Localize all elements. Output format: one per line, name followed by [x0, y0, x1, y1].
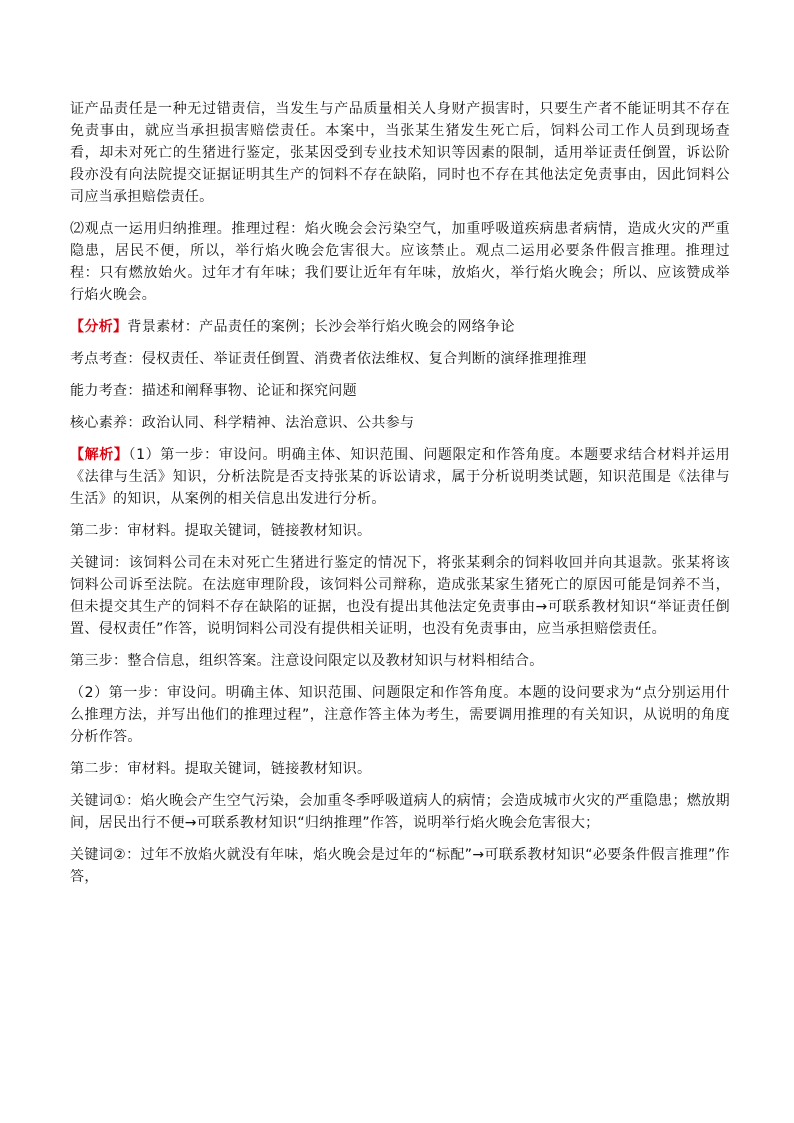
paragraph-product-liability: 证产品责任是一种无过错责信，当发生与产品质量相关人身财产损害时，只要生产者不能证明其不存在免责事由，就应当承担损害赔偿责任。本案中，当张某生猪发生死亡后，饲料公司工作人员到现场查看，却未对死亡的生猪进行鉴定，张某因受到专业技术知识等因素的限制，适用举证责任倒置，诉讼阶段亦没有向法院提交证据证明其生产的饲料不存在缺陷，同时也不存在其他法定免责事由，因此饲料公司应当承担赔偿责任。: [70, 101, 730, 205]
paragraph-step3: 第三步：整合信息，组织答案。注意设问限定以及教材知识与材料相结合。: [70, 653, 544, 669]
paragraph-ability: 能力考查：描述和阐释事物、论证和探究问题: [70, 383, 357, 399]
paragraph-keyword-2: 关键词②：过年不放焰火就没有年味，焰火晚会是过年的“标配”→可联系教材知识“必要条件假言推理”作答，: [70, 847, 730, 885]
explanation-label: 【解析】: [70, 447, 129, 463]
paragraph-exam-points: 考点考查：侵权责任、举证责任倒置、消费者依法维权、复合判断的演绎推理推理: [70, 351, 587, 367]
paragraph-core-literacy: 核心素养：政治认同、科学精神、法治意识、公共参与: [70, 415, 415, 431]
paragraph-keywords: 关键词：该饲料公司在未对死亡生猪进行鉴定的情况下，将张某剩余的饲料收回并向其退款。张某将该饲料公司诉至法院。在法庭审理阶段，该饲料公司辩称，造成张某家生猪死亡的原因可能是饲养不当，但未提交其生产的饲料不存在缺陷的证据，也没有提出其他法定免责事由→可联系教材知识“举证责任倒置、侵权责任”作答，说明饲料公司没有提供相关证明，也没有免责事由，应当承担赔偿责任。: [70, 555, 730, 637]
paragraph-analysis-background: 【分析】背景素材：产品责任的案例；长沙会举行焰火晚会的网络争论: [70, 319, 515, 335]
paragraph-viewpoints: ⑵观点一运用归纳推理。推理过程：焰火晚会会污染空气，加重呼吸道疾病患者病情，造成火灾的严重隐患，居民不便，所以，举行焰火晚会危害很大。应该禁止。观点二运用必要条件假言推理。推理过程：只有燃放始火。过年才有年味；我们要让近年有年味，放焰火，举行焰火晚会；所以、应该赞成举行焰火晚会。: [70, 221, 730, 303]
paragraph-explanation-step1: 【解析】（1）第一步：审设问。明确主体、知识范围、问题限定和作答角度。本题要求结合材料并运用《法律与生活》知识，分析法院是否支持张某的诉讼请求，属于分析说明类试题，知识范围是《法律与生活》的知识，从案例的相关信息出发进行分析。: [70, 447, 730, 507]
paragraph-step2: 第二步：审材料。提取关键词，链接教材知识。: [70, 523, 372, 539]
paragraph-question2-step1: （2）第一步：审设问。明确主体、知识范围、问题限定和作答角度。本题的设问要求为“点分别运用什么推理方法，并写出他们的推理过程”，注意作答主体为考生，需要调用推理的有关知识，从说明的角度分析作答。: [70, 685, 730, 745]
paragraph-question2-step2: 第二步：审材料。提取关键词，链接教材知识。: [70, 761, 372, 777]
document-body: [70, 98, 730, 898]
analysis-label: 【分析】: [70, 319, 128, 335]
paragraph-keyword-1: 关键词①：焰火晚会产生空气污染，会加重冬季呼吸道病人的病情；会造成城市火灾的严重隐患；燃放期间，居民出行不便→可联系教材知识“归纳推理”作答，说明举行焰火晚会危害很大；: [70, 793, 730, 831]
